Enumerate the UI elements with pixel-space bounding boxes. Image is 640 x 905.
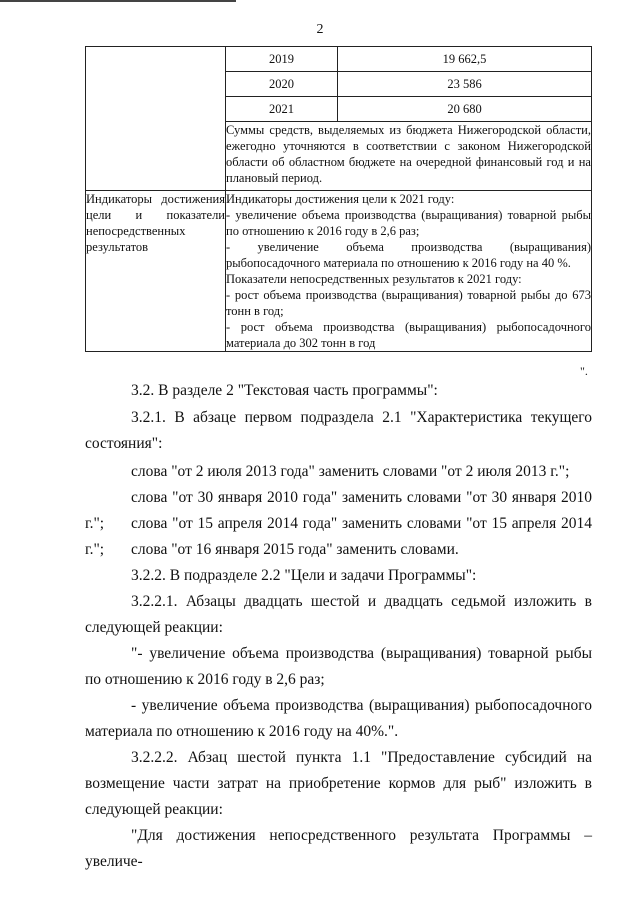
amount-cell: 19 662,5 [338, 47, 592, 72]
budget-note: Суммы средств, выделяемых из бюджета Нижегородской области, ежегодно уточняются в соответствии с законом Нижегородской области об областном бюджете на очередной финансовый год и на плановый период. [226, 122, 592, 191]
indicator-line: Показатели непосредственных результатов к 2021 году: [226, 272, 522, 286]
table-row [86, 191, 592, 352]
paragraph: слова "от 2 июля 2013 года" заменить словами "от 2 июля 2013 г."; [131, 463, 570, 480]
paragraph: "Для достижения непосредственного результата Программы – увеличе- [85, 827, 592, 870]
table-row [86, 47, 592, 72]
page-number: 2 [316, 22, 324, 37]
program-table [85, 46, 592, 352]
paragraph: 3.2.1. В абзаце первом подраздела 2.1 "Характеристика текущего состояния": [85, 409, 592, 452]
indicator-line: Индикаторы достижения цели к 2021 году: [226, 192, 455, 206]
year-cell: 2020 [226, 72, 338, 97]
paragraph: "- увеличение объема производства (выращивания) товарной рыбы по отношению к 2016 году в 2,6 раз; [85, 645, 592, 688]
closing-quote: ". [580, 364, 588, 378]
amount-cell: 23 586 [338, 72, 592, 97]
paragraph: 3.2.2.1. Абзацы двадцать шестой и двадцать седьмой изложить в следующей реакции: [85, 593, 592, 636]
indicator-line: - рост объема производства (выращивания) товарной рыбы до 673 тонн в год; [226, 288, 591, 318]
top-rule [0, 0, 236, 2]
amount-cell: 20 680 [338, 97, 592, 122]
paragraph: 3.2.2. В подразделе 2.2 "Цели и задачи Программы": [131, 567, 477, 584]
paragraph: 3.2.2.2. Абзац шестой пункта 1.1 "Предоставление субсидий на возмещение части затрат на приобретение кормов для рыб" изложить в следующей реакции: [85, 749, 592, 818]
year-cell: 2019 [226, 47, 338, 72]
indicators-label: Индикаторы достижения цели и показатели непосредственных результатов [86, 191, 226, 352]
year-cell: 2021 [226, 97, 338, 122]
indicators-content [226, 191, 592, 352]
paragraph: - увеличение объема производства (выращивания) рыбопосадочного материала по отношению к 2016 году на 40%.". [85, 697, 592, 740]
paragraph: 3.2. В разделе 2 "Текстовая часть программы": [131, 382, 438, 399]
empty-label-cell [86, 47, 226, 191]
paragraph: слова "от 30 января 2010 года" заменить словами "от 30 января 2010 г."; [85, 489, 592, 532]
paragraph: слова "от 16 января 2015 года" заменить словами. [131, 541, 459, 558]
paragraph: слова "от 15 апреля 2014 года" заменить словами "от 15 апреля 2014 г."; [85, 515, 592, 558]
indicator-line: - увеличение объема производства (выращивания) рыбопосадочного материала по отношению к 2016 году на 40 %. [226, 240, 591, 270]
indicator-line: - рост объема производства (выращивания) рыбопосадочного материала до 302 тонн в год [226, 320, 591, 350]
indicator-line: - увеличение объема производства (выращивания) товарной рыбы по отношению к 2016 году в 2,6 раз; [226, 208, 591, 238]
